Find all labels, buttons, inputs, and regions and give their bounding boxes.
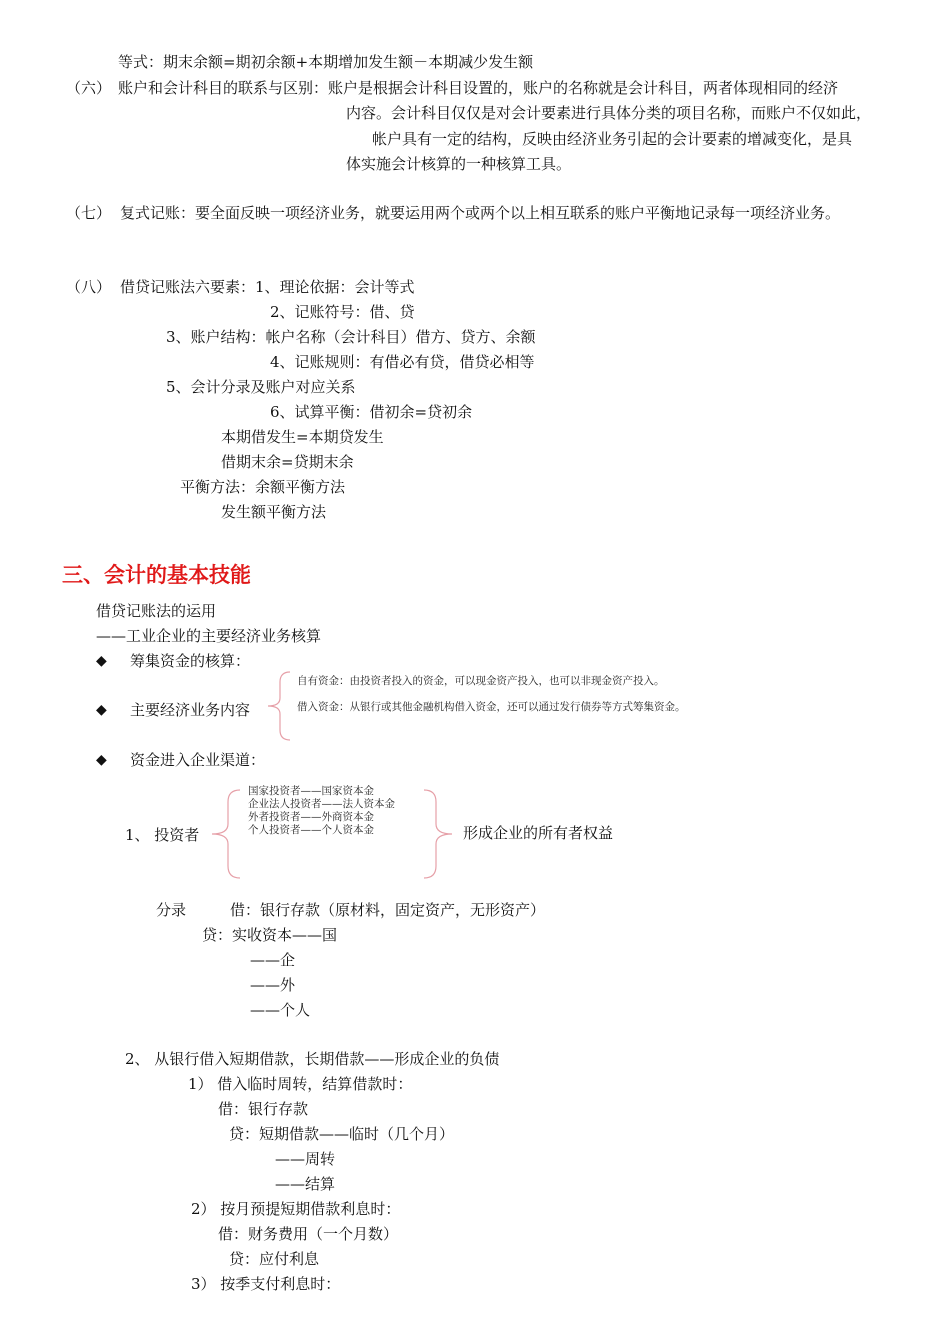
left-brace-icon: [206, 788, 242, 880]
point-two-sub-3: 3） 按季支付利息时：: [191, 1275, 341, 1293]
p2-1-debit: 借：银行存款: [218, 1100, 309, 1118]
bullet-main-business: 主要经济业务内容: [130, 701, 251, 719]
p2-1-credit-sub: ——周转: [275, 1150, 336, 1168]
entry-credit-sub: ——个人: [250, 1001, 311, 1019]
owner-equity-result: 形成企业的所有者权益: [463, 824, 614, 842]
point-two-sub-2: 2） 按月预提短期借款利息时：: [191, 1200, 401, 1218]
bullet-icon: ◆: [96, 702, 107, 718]
entry-credit-sub: ——企: [250, 951, 296, 969]
own-funds-item: 自有资金：由投资者投入的资金，可以现金资产投入，也可以非现金资产投入。: [297, 675, 665, 687]
section-eight-line-1: 借贷记账法六要素：1、理论依据：会计等式: [120, 278, 415, 296]
section-eight-line-2: 2、记账符号：借、贷: [270, 303, 415, 321]
bullet-channels: 资金进入企业渠道：: [130, 751, 266, 769]
investor-label: 1、 投资者: [125, 826, 200, 844]
entry-credit: 贷：实收资本——国: [202, 926, 338, 944]
p2-1-credit: 贷：短期借款——临时（几个月）: [229, 1125, 455, 1143]
right-brace-icon: [422, 788, 458, 880]
section-seven-number: （七）: [66, 204, 112, 222]
section-eight-line-6: 6、试算平衡：借初余=贷初余: [270, 403, 473, 421]
left-brace-icon: [262, 670, 292, 742]
section-heading: 三、会计的基本技能: [62, 563, 251, 587]
investor-item: 外者投资者——外商资本金: [248, 811, 374, 823]
borrowed-funds-item: 借入资金：从银行或其他金融机构借入资金，还可以通过发行债券等方式筹集资金。: [297, 701, 686, 713]
entry-debit: 借：银行存款（原材料，固定资产，无形资产）: [230, 901, 546, 919]
entry-credit-sub: ——外: [250, 976, 296, 994]
section-eight-line-8: 借期末余=贷期末余: [221, 453, 354, 471]
entry-label: 分录: [156, 901, 187, 919]
subtitle-2: ——工业企业的主要经济业务核算: [96, 627, 322, 645]
section-six-line-1: 账户和会计科目的联系与区别：账户是根据会计科目设置的，账户的名称就是会计科目，两者体现相同的经济: [118, 79, 839, 97]
investor-item: 国家投资者——国家资本金: [248, 785, 374, 797]
equation-line: 等式：期末余额=期初余额+本期增加发生额－本期减少发生额: [118, 53, 534, 71]
section-eight-line-7: 本期借发生=本期贷发生: [221, 428, 384, 446]
section-eight-line-5: 5、会计分录及账户对应关系: [166, 378, 356, 396]
section-seven-text: 复式记账：要全面反映一项经济业务，就要运用两个或两个以上相互联系的账户平衡地记录每一项经济业务。: [120, 204, 841, 222]
section-six-line-2: 内容。会计科目仅仅是对会计要素进行具体分类的项目名称，而账户不仅如此，: [346, 104, 872, 122]
section-six-line-4: 体实施会计核算的一种核算工具。: [346, 155, 572, 173]
investor-item: 企业法人投资者——法人资本金: [248, 798, 395, 810]
section-eight-line-9: 平衡方法：余额平衡方法: [180, 478, 346, 496]
point-two: 2、 从银行借入短期借款，长期借款——形成企业的负债: [125, 1050, 500, 1068]
section-eight-line-10: 发生额平衡方法: [221, 503, 327, 521]
section-six-line-3: 帐户具有一定的结构，反映由经济业务引起的会计要素的增减变化，是具: [372, 130, 853, 148]
section-six-number: （六）: [66, 79, 112, 97]
bullet-icon: ◆: [96, 752, 107, 768]
section-eight-line-4: 4、记账规则：有借必有贷，借贷必相等: [270, 353, 535, 371]
p2-2-credit: 贷：应付利息: [229, 1250, 320, 1268]
bullet-icon: ◆: [96, 653, 107, 669]
section-eight-line-3: 3、账户结构：帐户名称（会计科目）借方、贷方、余额: [166, 328, 536, 346]
subtitle-1: 借贷记账法的运用: [96, 602, 217, 620]
point-two-sub-1: 1） 借入临时周转，结算借款时：: [188, 1075, 413, 1093]
investor-item: 个人投资者——个人资本金: [248, 824, 374, 836]
section-eight-number: （八）: [66, 278, 112, 296]
p2-2-debit: 借：财务费用（一个月数）: [218, 1225, 399, 1243]
p2-1-credit-sub: ——结算: [275, 1175, 336, 1193]
bullet-fundraising: 筹集资金的核算：: [130, 652, 251, 670]
